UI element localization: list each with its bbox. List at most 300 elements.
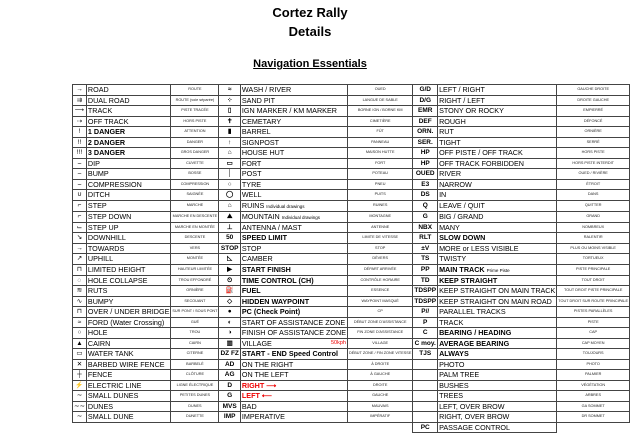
col3-french: ORNIÈRE — [557, 127, 630, 138]
col2-label — [240, 254, 347, 265]
col2-label — [240, 349, 347, 360]
col2-french: ESSENCE — [348, 286, 413, 297]
col2-label-text: RUINS — [241, 200, 265, 210]
col2-french: PNEU — [348, 179, 413, 190]
col2-label-text: MOUNTAIN — [241, 211, 280, 221]
table-row — [73, 243, 630, 254]
col2-french: STOP — [348, 243, 413, 254]
col2-label-text: STOP — [241, 243, 262, 253]
col2-label — [240, 317, 347, 328]
col3-icon: C — [413, 328, 438, 339]
col1-french: DESCENTE — [171, 233, 219, 244]
col2-icon: ✝ — [219, 116, 240, 127]
col2-label — [240, 211, 347, 222]
col1-french: MARCHE EN DESCENTE — [171, 211, 219, 222]
table-row — [73, 349, 630, 360]
col3-icon: Q — [413, 200, 438, 211]
col2-french: WAYPOINT MASQUÉ — [348, 296, 413, 307]
col3-label — [438, 254, 557, 265]
col2-icon: ▯ — [219, 106, 240, 117]
col2-french: IMPÉRATIF — [348, 412, 413, 423]
col2-label — [240, 85, 347, 96]
col2-label-text: ON THE LEFT — [241, 370, 289, 380]
col1-icon: → — [73, 243, 87, 254]
col2-label-text: IMPERATIVE — [241, 412, 285, 422]
col2-icon: ⊥ — [219, 222, 240, 233]
col1-label: STEP UP — [86, 222, 170, 233]
col1-icon: ⇉ — [73, 95, 87, 106]
col2-french: OUED — [348, 85, 413, 96]
col2-label — [240, 200, 347, 211]
col3-icon: OUED — [413, 169, 438, 180]
col1-icon: ∼ — [73, 391, 87, 402]
col3-french: TOUT DROIT PISTE PRINCIPALE — [557, 286, 630, 297]
col1-icon: ⌣ — [73, 158, 87, 169]
col1-french: MARCHE — [171, 200, 219, 211]
col3-french: TOUJOURS — [557, 349, 630, 360]
col2-label — [240, 106, 347, 117]
col1-label: 2 DANGER — [86, 137, 170, 148]
col3-label-text: OFF TRACK FORBIDDEN — [439, 158, 524, 168]
col2-french: POTEAU — [348, 169, 413, 180]
page-subtitle: Details — [288, 24, 332, 39]
col2-label — [240, 275, 347, 286]
col2-french: FÛT — [348, 127, 413, 138]
col3-label — [438, 307, 557, 318]
col2-french: FIN ZONE D'ASSISTANCE — [348, 328, 413, 339]
table-row — [73, 370, 630, 381]
col3-icon: TJS — [413, 349, 438, 360]
col1-label: OFF TRACK — [86, 116, 170, 127]
col2-label — [240, 169, 347, 180]
col1-french: LIGNE ÉLECTRIQUE — [171, 380, 219, 391]
col1-french: COMPRESSION — [171, 179, 219, 190]
col2-label-text: BARREL — [241, 127, 271, 137]
col3-label — [438, 169, 557, 180]
col2-french: DÉVERS — [348, 254, 413, 265]
col3-label-text: ROUGH — [439, 116, 466, 126]
col2-icon: 50 — [219, 233, 240, 244]
col1-label: ELECTRIC LINE — [86, 380, 170, 391]
col2-label-text: FINISH OF ASSISTANCE ZONE — [241, 328, 346, 338]
col2-label-text: FUEL — [241, 286, 261, 296]
col2-label — [240, 148, 347, 159]
table-row — [73, 116, 630, 127]
table-row — [73, 190, 630, 201]
col2-french: DÉPART ARRIVÉE — [348, 264, 413, 275]
col1-french: SAIGNÉE — [171, 190, 219, 201]
col3-icon: TDSPP — [414, 297, 437, 305]
col2-label-text: START - END Speed Control — [241, 349, 338, 359]
col1-label: DUAL ROAD — [86, 95, 170, 106]
col3-label-text: KEEP STRAIGHT ON MAIN TRACK — [439, 286, 556, 296]
col3-label — [438, 148, 557, 159]
col1-label: BUMP — [86, 169, 170, 180]
table-row — [73, 85, 630, 96]
table-row — [73, 391, 630, 402]
col1-label: FORD (Water Crossing) — [86, 317, 170, 328]
col3-label — [438, 233, 557, 244]
col3-french: GA SOMMET — [557, 401, 630, 412]
col3-label — [438, 200, 557, 211]
col2-icon: AD — [219, 359, 240, 370]
col2-french: À GAUCHE — [348, 370, 413, 381]
col3-label-text: MANY — [439, 222, 460, 232]
col3-label-text: IN — [439, 190, 447, 200]
col2-icon: ○ — [219, 179, 240, 190]
col3-label — [438, 116, 557, 127]
col3-icon: P — [413, 317, 438, 328]
table-row — [73, 422, 630, 433]
col3-label — [438, 190, 557, 201]
col1-icon: ⌐ — [73, 211, 87, 222]
table-row — [73, 169, 630, 180]
col3-icon: ±V — [413, 243, 438, 254]
col1-icon: ⌐ — [73, 200, 87, 211]
table-row — [73, 254, 630, 265]
col3-icon — [413, 380, 438, 391]
col2-label-text: POST — [241, 169, 262, 179]
col3-label — [438, 359, 557, 370]
col2-label — [240, 412, 347, 423]
col3-french: TORTUEUX — [557, 254, 630, 265]
col2-french: VILLAGE — [348, 338, 413, 349]
col2-french: MONTAGNE — [348, 211, 413, 222]
col2-french: FORT — [348, 158, 413, 169]
col2-icon: ⌂ — [219, 200, 240, 211]
col2-icon: STOP — [220, 244, 239, 252]
col3-label-text: LEFT / RIGHT — [439, 85, 485, 95]
col2-label-text: RIGHT — [241, 380, 265, 390]
col2-label — [240, 222, 347, 233]
col1-french: DUNES — [171, 401, 219, 412]
col1-label: STEP — [86, 200, 170, 211]
col3-french: NOMBREUX — [557, 222, 630, 233]
col3-label-text: RIGHT, OVER BROW — [439, 412, 510, 422]
table-row — [73, 211, 630, 222]
col1-icon: → — [73, 85, 87, 96]
col3-icon: P// — [413, 307, 438, 318]
col2-label-text: ANTENNA / MAST — [241, 222, 302, 232]
col2-french: À DROITE — [348, 359, 413, 370]
col3-icon: HP — [413, 148, 438, 159]
col3-label-text: STONY OR ROCKY — [439, 106, 504, 116]
col3-label-text: MORE or LESS VISIBLE — [439, 243, 519, 253]
col3-label-text: RUT — [439, 127, 454, 137]
col3-icon: TS — [413, 254, 438, 265]
col1-icon: ○ — [73, 328, 87, 339]
col1-icon: ┼ — [73, 370, 87, 381]
col2-icon: ⏲ — [219, 275, 240, 286]
col1-label: TOWARDS — [86, 243, 170, 254]
col2-icon: ⌂ — [219, 148, 240, 159]
col3-label — [438, 317, 557, 328]
col1-icon: ↘ — [73, 233, 87, 244]
col2-french: PANNEAU — [348, 137, 413, 148]
col1-french: CITERNE — [171, 349, 219, 360]
col2-label-text: FORT — [241, 158, 262, 168]
col2-label-text: WASH / RIVER — [241, 85, 292, 95]
col3-label — [438, 95, 557, 106]
col1-french: SECOUANT — [171, 296, 219, 307]
col3-icon: DS — [413, 190, 438, 201]
table-row — [73, 222, 630, 233]
col1-icon: ⊓ — [73, 307, 87, 318]
col3-icon — [413, 412, 438, 423]
table-row — [73, 106, 630, 117]
col3-icon: G/D — [413, 85, 438, 96]
col1-icon: ≈ — [73, 317, 87, 328]
col2-french: DÉBUT ZONE / FIN ZONE VITESSE — [348, 349, 413, 360]
col3-french: PHOTO — [557, 359, 630, 370]
col3-french: PISTE PRINCIPALE — [557, 264, 630, 275]
col1-label: HOLE COLLAPSE — [86, 275, 170, 286]
col2-icon: ≈ — [219, 85, 240, 96]
col2-label-text: SAND PIT — [241, 95, 276, 105]
col1-label: WATER TANK — [86, 349, 170, 360]
col2-icon: D — [219, 380, 240, 391]
table-row — [73, 328, 630, 339]
col1-label: STEP DOWN — [86, 211, 170, 222]
col1-french: SUR PONT / SOUS PONT — [171, 307, 219, 318]
col1-french: MARCHE EN MONTÉE — [171, 222, 219, 233]
col1-label: UPHILL — [86, 254, 170, 265]
col3-label — [438, 370, 557, 381]
col1-label: HOLE — [86, 328, 170, 339]
col1-french: HORS PISTE — [171, 116, 219, 127]
col1-label: DIP — [86, 158, 170, 169]
col2-label — [240, 338, 347, 349]
col2-label-text: IGN MARKER / KM MARKER — [241, 106, 337, 116]
col3-label-text: TRACK — [439, 317, 464, 327]
col1-icon: ⟶ — [73, 106, 87, 117]
col3-french: ÉTROIT — [557, 179, 630, 190]
col3-label-text: TREES — [439, 391, 464, 401]
col1-icon: ∼∼ — [74, 402, 85, 410]
col3-icon — [413, 359, 438, 370]
col1-label: LIMITED HEIGHT — [86, 264, 170, 275]
col2-french: CIMETIÈRE — [348, 116, 413, 127]
col2-label — [240, 307, 347, 318]
col1-icon: ▲ — [73, 338, 87, 349]
col3-label — [438, 211, 557, 222]
col2-label-text: TIME CONTROL (CH) — [241, 275, 314, 285]
col3-label-text: BUSHES — [439, 380, 469, 390]
col3-french: EMPIERRÉ — [557, 106, 630, 117]
col3-french: GAUCHE DROITE — [557, 85, 630, 96]
col1-label: ROAD — [86, 85, 170, 96]
col3-label-text: LEAVE / QUIT — [439, 201, 485, 210]
col3-label — [438, 264, 557, 275]
col2-label-text: START FINISH — [241, 265, 291, 274]
col3-icon: PP — [413, 264, 438, 275]
table-row — [73, 137, 630, 148]
col3-french: PISTES PARALLÈLES — [557, 307, 630, 318]
col1-french: GROS DANGER — [171, 148, 219, 159]
col3-label — [438, 412, 557, 423]
col2-icon: ↑ — [219, 137, 240, 148]
col2-label-text: ON THE RIGHT — [241, 359, 294, 369]
col1-icon: ≋ — [73, 286, 87, 297]
col2-label — [240, 286, 347, 297]
col2-label — [240, 243, 347, 254]
col1-label: BUMPY — [86, 296, 170, 307]
col1-icon: ⇢ — [73, 116, 87, 127]
col2-label — [240, 116, 347, 127]
col2-icon: ▮ — [219, 127, 240, 138]
col1-icon: ∼ — [73, 412, 87, 423]
col3-french: SERRÉ — [557, 137, 630, 148]
col1-icon: ⌢ — [73, 169, 87, 180]
col3-french: QUITTER — [557, 200, 630, 211]
col3-icon — [413, 401, 438, 412]
col1-french: PETITES DUNES — [171, 391, 219, 402]
col2-icon: ◐ — [219, 317, 240, 328]
col3-label — [438, 286, 557, 297]
col3-label — [438, 275, 557, 286]
col2-label-text: TYRE — [241, 179, 262, 189]
col2-french: GAUCHE — [348, 391, 413, 402]
col3-label-text: TWISTY — [439, 254, 467, 264]
col3-french: PISTE — [557, 317, 630, 328]
col2-label — [240, 401, 347, 412]
col3-label-text: LEFT, OVER BROW — [439, 401, 505, 411]
col3-label-text: BEARING / HEADING — [439, 328, 512, 338]
table-row — [73, 158, 630, 169]
col3-label — [438, 127, 557, 138]
col1-icon: ∪ — [73, 190, 87, 201]
col1-icon: ! — [73, 127, 87, 138]
col2-label-text: WELL — [241, 190, 262, 200]
col3-label-text: PHOTO — [439, 359, 465, 369]
col2-label-text: HIDDEN WAYPOINT — [241, 296, 310, 306]
col2-label-text: SPEED LIMIT — [241, 233, 288, 243]
col3-icon: NBX — [413, 222, 438, 233]
col3-label-text: BIG / GRAND — [439, 212, 484, 221]
table-row — [73, 95, 630, 106]
col1-french: BOSSE — [171, 169, 219, 180]
col1-icon: !!! — [73, 148, 87, 159]
col2-icon: ⛽ — [219, 286, 240, 297]
col2-label — [240, 370, 347, 381]
col3-french: DANS — [557, 190, 630, 201]
col3-french: TOUT DROIT SUR ROUTE PRINCIPALE — [557, 296, 630, 307]
table-row — [73, 296, 630, 307]
col3-french: CAP — [557, 328, 630, 339]
col2-note: Individual drawings — [281, 214, 320, 220]
col1-label: 1 DANGER — [86, 127, 170, 138]
col2-label: LEFT ⟵ — [240, 391, 347, 402]
col1-label: COMPRESSION — [86, 179, 170, 190]
col3-icon: EMR — [413, 106, 438, 117]
col1-label: SMALL DUNES — [86, 391, 170, 402]
table-row — [73, 200, 630, 211]
table-row — [73, 148, 630, 159]
col3-label — [438, 296, 557, 307]
table-row — [73, 286, 630, 297]
col3-label-text: RIVER — [439, 169, 462, 179]
col1-french: VERS — [171, 243, 219, 254]
col1-french: BARBELÉ — [171, 359, 219, 370]
col3-french: PALMIER — [557, 370, 630, 381]
col3-label-text: ALWAYS — [439, 349, 469, 359]
col2-icon: │ — [219, 169, 240, 180]
col1-label: CAIRN — [86, 338, 170, 349]
col1-label: 3 DANGER — [86, 148, 170, 159]
col1-french: MONTÉE — [171, 254, 219, 265]
col2-icon: ◑ — [219, 328, 240, 339]
col1-label: TRACK — [86, 106, 170, 117]
section-heading: Navigation Essentials — [253, 58, 367, 70]
col3-label-text: SLOW DOWN — [439, 233, 486, 243]
col2-icon: ◺ — [219, 254, 240, 265]
col2-french: BORNE IGN / BORNE KM — [348, 106, 413, 117]
col3-label — [438, 338, 557, 349]
col3-french: DROITE GAUCHE — [557, 95, 630, 106]
col3-french: ARBRES — [557, 391, 630, 402]
col3-french: RALENTIR — [557, 233, 630, 244]
col2-label — [240, 127, 347, 138]
speed-kph: 50kph — [331, 339, 346, 346]
col2-label-text: HOUSE HUT — [241, 148, 285, 158]
col3-label — [438, 243, 557, 254]
col1-french: CLÔTURE — [171, 370, 219, 381]
col2-french: CONTRÔLE HORAIRE — [348, 275, 413, 286]
col2-french: RUINES — [348, 200, 413, 211]
col3-icon: D/G — [413, 95, 438, 106]
table-row — [73, 233, 630, 244]
table-row — [73, 264, 630, 275]
col1-icon: ◌ — [73, 275, 87, 286]
col2-label — [240, 359, 347, 370]
col1-icon: ⌣ — [73, 179, 87, 190]
col2-icon: ▶ — [219, 264, 240, 275]
col3-label — [438, 401, 557, 412]
col3-label-text: KEEP STRAIGHT — [439, 275, 498, 285]
col1-french: ORNIÈRE — [171, 286, 219, 297]
col1-french: TROU — [171, 328, 219, 339]
col3-french: OUED / RIVIÈRE — [557, 169, 630, 180]
col2-label-text: BAD — [241, 401, 257, 411]
col2-label — [240, 179, 347, 190]
col3-label — [438, 222, 557, 233]
col1-icon: ⚡ — [73, 380, 87, 391]
col2-label — [240, 233, 347, 244]
col2-french: LANGUE DE SABLE — [348, 95, 413, 106]
col2-icon: AG — [219, 370, 240, 381]
col3-label — [438, 85, 557, 96]
col3-french: DR SOMMET — [557, 412, 630, 423]
col2-label-text: CAMBER — [241, 254, 273, 264]
col3-french: VÉGÉTATION — [557, 380, 630, 391]
col1-label: BARBED WIRE FENCE — [86, 359, 170, 370]
col1-french: ROUTE — [171, 85, 219, 96]
col1-icon: ▭ — [73, 349, 87, 360]
col2-icon: DZ FZ — [220, 350, 239, 358]
col2-icon: ◯ — [219, 190, 240, 201]
col3-icon: G — [413, 211, 438, 222]
col1-french: PISTE TRACÉE — [171, 106, 219, 117]
col3-note: Prime Piste — [486, 267, 510, 273]
col1-french: DANGER — [171, 137, 219, 148]
col3-label — [438, 137, 557, 148]
col2-icon: IMP — [219, 412, 240, 423]
table-row — [73, 380, 630, 391]
col3-icon: TD — [413, 275, 438, 286]
col2-french: DROITE — [348, 380, 413, 391]
col2-note: Individual drawings — [266, 203, 305, 209]
col3-label-text: AVERAGE BEARING — [439, 338, 510, 348]
